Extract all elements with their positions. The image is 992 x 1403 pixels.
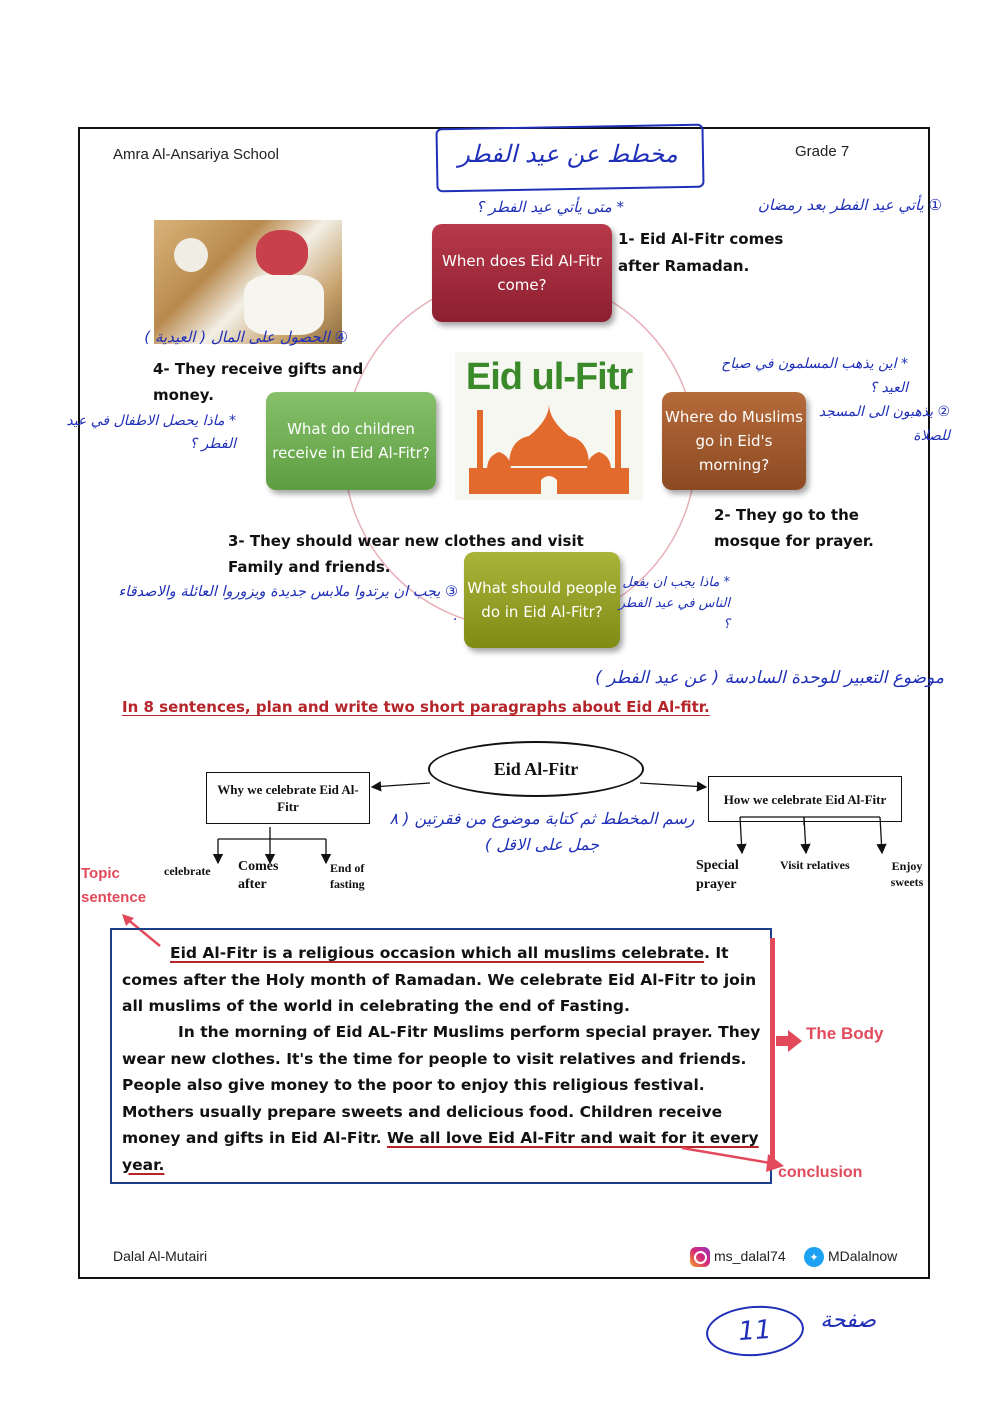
page-word: صفحة (820, 1308, 876, 1333)
note-1-answer: ① يأتي عيد الفطر بعد رمضان (757, 196, 942, 214)
answer-2: 2- They go to the mosque for prayer. (714, 506, 874, 550)
note-1-question: * متى يأتي عيد الفطر ؟ (475, 198, 624, 216)
conclusion-label: conclusion (778, 1164, 863, 1181)
note-3-question: * ماذا يجب ان يفعل الناس في عيد الفطر ؟ (618, 575, 730, 632)
eid-image-caption: Eid ul-Fitr (465, 356, 633, 398)
essay-paragraph-1-rest: . It comes after the Holy month of Ramadan. We celebrate Eid Al-Fitr to join all muslims of the world in celebrating the end of Fasting. (122, 944, 757, 1015)
question-box-what-do: What should people do in Eid Al-Fitr? (464, 552, 620, 648)
child-figure (174, 238, 208, 272)
instagram-icon (690, 1247, 710, 1267)
answer-4: 4- They receive gifts and money. (153, 360, 364, 404)
diagram-right-item-2: Visit relatives (780, 858, 850, 872)
writing-task: In 8 sentences, plan and write two short paragraphs about Eid Al-fitr. (122, 698, 710, 716)
school-name: Amra Al-Ansariya School (113, 146, 279, 163)
question-box-where: Where do Muslims go in Eid's morning? (662, 392, 806, 490)
eid-image (455, 352, 643, 500)
conclusion-arrow-icon (680, 1144, 790, 1174)
essay-conclusion: We all love Eid Al-Fitr and wait for it every year. (122, 1129, 759, 1174)
diagram-right-box: How we celebrate Eid Al-Fitr (708, 776, 902, 822)
diagram-center-ellipse: Eid Al-Fitr (428, 741, 644, 797)
essay-paragraph-2 (122, 1019, 762, 1178)
page-number-circle (704, 1303, 805, 1360)
note-2-answer: ② يذهبون الى المسجد للصلاة (818, 404, 950, 444)
diagram-note: رسم المخطط ثم كتابة موضوع من فقرتين ( ٨ جمل على الاقل ) (389, 809, 695, 854)
answer-3: 3- They should wear new clothes and visit Family and friends. (228, 532, 584, 576)
essay-paragraph-1 (122, 940, 762, 1020)
diagram-right-item-3: Enjoy sweets (890, 859, 924, 889)
body-bracket (770, 938, 775, 1164)
twitter-icon: ✦ (804, 1247, 824, 1267)
diagram-left-item-1: celebrate (164, 864, 211, 878)
twitter-handle: MDalalnow (828, 1248, 898, 1264)
mosque-icon (459, 400, 639, 498)
body-label: The Body (806, 1024, 884, 1043)
diagram-left-item-2: Comes after (238, 859, 279, 892)
question-box-children: What do children receive in Eid Al-Fitr? (266, 392, 436, 490)
family-photo (154, 220, 342, 344)
grade-label: Grade 7 (795, 143, 850, 160)
topic-note: موضوع التعبير للوحدة السادسة ( عن عيد الفطر ) (595, 668, 944, 688)
page-number: 11 (737, 1314, 773, 1348)
diagram-left-box: Why we celebrate Eid Al-Fitr (206, 772, 370, 824)
question-box-when: When does Eid Al-Fitr come? (432, 224, 612, 322)
answer-1: 1- Eid Al-Fitr comes after Ramadan. (618, 230, 784, 275)
body-arrow-icon (776, 1028, 804, 1054)
essay-topic-sentence: Eid Al-Fitr is a religious occasion which all muslims celebrate (170, 944, 705, 962)
note-4-answer: ④ الحصول على المال ( العيدية ) (144, 328, 348, 346)
note-4-question: * ماذا يحصل الاطفال في عيد الفطر ؟ (66, 413, 236, 452)
note-3-answer: ③ يجب ان يرتدوا ملابس جديدة ويزوروا العائلة والاصدقاء . (118, 584, 458, 624)
diagram-right-item-1: Special prayer (696, 858, 739, 892)
instagram-handle: ms_dalal74 (714, 1248, 786, 1264)
ghutra-figure (256, 230, 308, 276)
handwritten-title: مخطط عن عيد الفطر (458, 140, 678, 168)
essay-body: In the morning of Eid AL-Fitr Muslims perform special prayer. They wear new clothes. It's the time for people to visit relatives and friends. People also give money to the poor to enjoy this religious festival. Mothers usually prepare sweets and delicious food. Children receive money and gifts in Eid Al-Fitr. (122, 1023, 761, 1147)
note-2-question: * اين يذهب المسلمون في صباح العيد ؟ (721, 356, 908, 396)
thobe-figure (244, 275, 324, 335)
diagram-left-item-3: End of fasting (330, 861, 365, 891)
author-name: Dalal Al-Mutairi (113, 1248, 208, 1264)
topic-sentence-label: Topic sentence (81, 865, 147, 906)
